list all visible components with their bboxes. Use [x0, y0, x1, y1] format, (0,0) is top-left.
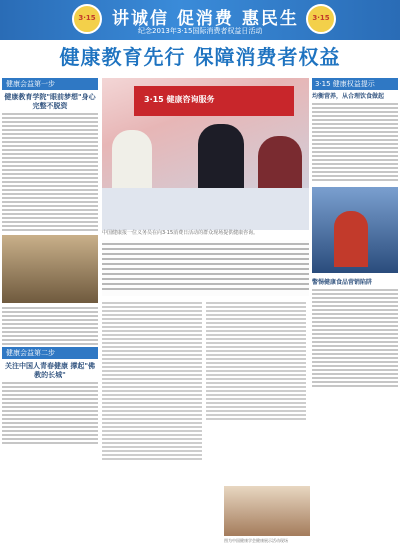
bottom-photo [224, 486, 310, 536]
article-column [102, 300, 202, 548]
logo-icon: 3·15 [306, 4, 336, 34]
article-title: 警惕健康食品营销陷阱 [312, 279, 373, 286]
photo-caption: 中国健康报一位义务员在向3·15消费日活动的群众现场提供健康咨询。 [102, 230, 259, 236]
article-title: 关注中国人青春健康 撑起"佛教的长城" [4, 362, 96, 379]
event-banner: 3·15 健康咨询服务 [134, 86, 294, 116]
article-title: 均衡营养，从合理饮食做起 [312, 93, 385, 100]
person-figure [334, 211, 368, 267]
section-header: 健康会益第二步 [2, 347, 98, 359]
logo-icon: 3·15 [72, 4, 102, 34]
banner-title: 讲诚信 促消费 惠民生 [112, 9, 299, 29]
banner-subtitle: 纪念2013年3·15国际消费者权益日活动 [138, 27, 263, 35]
left-column [2, 78, 98, 548]
table [102, 188, 309, 230]
intro-paragraph [102, 240, 309, 296]
right-column [312, 78, 398, 548]
article-title: 健康教育学院"眼前梦想"身心完整不脱资 [4, 93, 96, 110]
top-banner [0, 0, 400, 40]
article-body [312, 103, 398, 181]
right-photo [312, 187, 398, 273]
certificate-photo [2, 235, 98, 303]
main-event-photo [102, 78, 309, 230]
section-header: 健康会益第一步 [2, 78, 98, 90]
section-header: 3·15 健康权益提示 [312, 78, 398, 90]
article-body [312, 289, 398, 387]
article-body [2, 307, 98, 345]
article-body [2, 113, 98, 231]
page-headline: 健康教育先行 保障消费者权益 [59, 45, 341, 69]
article-body [2, 382, 98, 444]
photo-caption: 图为中国健康学会健康展示活动现场 [224, 538, 288, 543]
